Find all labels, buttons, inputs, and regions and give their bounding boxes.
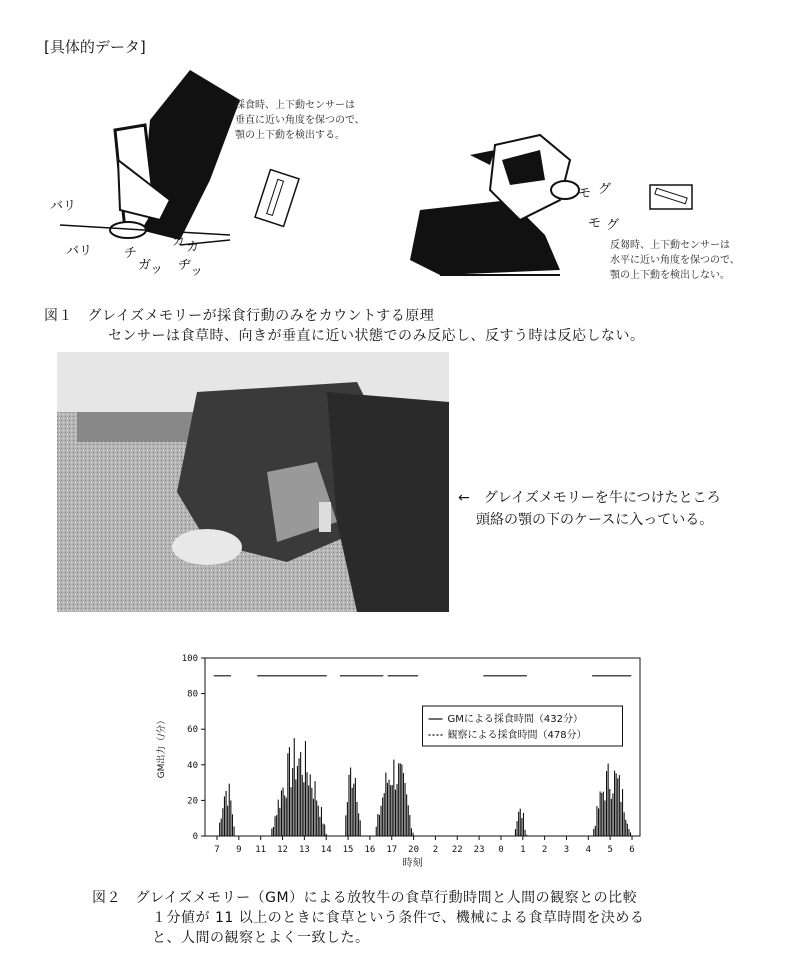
y-tick-label: 80 <box>187 689 198 700</box>
grazing-cow-drawing <box>60 70 240 245</box>
sound-text: グ <box>598 182 612 197</box>
y-tick-label: 60 <box>187 725 198 736</box>
x-tick-label: 22 <box>451 845 463 855</box>
legend-entry: 観察による採食時間（478分） <box>447 730 587 741</box>
sound-text: カ <box>172 234 186 249</box>
figure2-caption-line1: 図２ グレイズメモリー（GM）による放牧牛の食草行動時間と人間の観察との比較 <box>92 890 638 906</box>
x-tick-label: 2 <box>432 845 439 855</box>
x-tick-label: 13 <box>298 845 310 855</box>
figure2-chart <box>150 648 650 878</box>
x-tick-label: 14 <box>320 845 332 855</box>
x-tick-label: 5 <box>607 845 613 855</box>
x-tick-label: 23 <box>473 845 485 855</box>
sound-text: モ <box>578 186 592 201</box>
sound-text: カ <box>186 240 200 255</box>
sound-text: チ <box>124 246 138 261</box>
grazing-note <box>235 98 365 143</box>
plot-frame <box>205 658 640 836</box>
chart-svg <box>150 648 650 878</box>
figure1-caption-line1: 図１ グレイズメモリーが採食行動のみをカウントする原理 <box>44 308 435 324</box>
grazing-note-line: 採食時、上下動センサーは <box>235 100 355 111</box>
legend-entry: GMによる採食時間（432分） <box>447 714 583 725</box>
photo-caption-line2: 頭絡の顎の下のケースに入っている。 <box>476 512 714 528</box>
cow-photo-image <box>57 352 449 612</box>
photo-caption-line1: ← グレイズメモリーを牛につけたところ <box>458 490 721 506</box>
sound-text: ヂ <box>178 258 192 273</box>
x-tick-label: 0 <box>498 845 504 855</box>
x-tick-label: 6 <box>629 845 635 855</box>
x-axis-label: 時刻 <box>402 858 423 869</box>
y-tick-label: 100 <box>181 654 198 664</box>
figure2-caption-line2: １分値が 11 以上のときに食草という条件で、機械による食草時間を決める <box>152 910 645 926</box>
x-tick-label: 1 <box>520 845 526 855</box>
rumination-note-line: 水平に近い角度を保つので、 <box>610 255 740 266</box>
sound-text: モ <box>588 216 602 231</box>
x-tick-label: 9 <box>236 845 242 855</box>
grazing-note-line: 垂直に近い角度を保つので、 <box>235 115 365 126</box>
rumination-note-line: 顎の上下動を検出しない。 <box>610 270 730 281</box>
sound-text: ッ <box>190 264 204 279</box>
sound-text: グ <box>606 218 620 233</box>
sound-text: バリ <box>50 199 77 214</box>
x-tick-label: 4 <box>585 845 592 855</box>
rumination-note <box>610 238 740 283</box>
sound-text: バリ <box>66 244 93 259</box>
x-tick-label: 16 <box>364 845 376 855</box>
figure1-caption-line2: センサーは食草時、向きが垂直に近い状態でのみ反応し、反すう時は反応しない。 <box>108 328 645 344</box>
x-tick-label: 17 <box>386 845 398 855</box>
grazing-note-line: 顎の上下動を検出する。 <box>235 130 345 141</box>
x-tick-label: 3 <box>563 845 570 855</box>
y-tick-label: 0 <box>192 832 198 842</box>
x-tick-label: 11 <box>255 845 267 855</box>
x-tick-label: 20 <box>408 845 420 855</box>
x-tick-label: 12 <box>277 845 288 855</box>
cow-photo <box>57 352 449 612</box>
sensor-horizontal-icon <box>650 185 692 209</box>
x-tick-label: 2 <box>541 845 548 855</box>
figure2-caption-line3: と、人間の観察とよく一致した。 <box>152 930 370 946</box>
ruminating-cow-drawing <box>410 135 579 275</box>
x-tick-label: 7 <box>214 845 220 855</box>
section-label: [具体的データ] <box>44 38 146 56</box>
x-tick-label: 15 <box>342 845 354 855</box>
y-tick-label: 20 <box>187 796 198 807</box>
y-axis-label: GM出力（/分） <box>157 715 167 779</box>
sound-text: ガ <box>138 258 152 273</box>
y-tick-label: 40 <box>187 760 198 771</box>
sound-text: ッ <box>150 262 164 277</box>
sensor-vertical-icon <box>255 170 299 227</box>
photo-caption <box>458 487 721 531</box>
rumination-note-line: 反芻時、上下動センサーは <box>610 240 730 251</box>
